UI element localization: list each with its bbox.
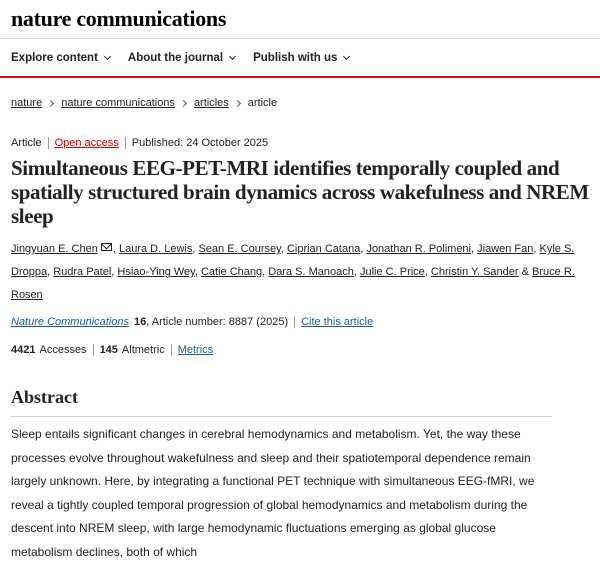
nav-about-journal-label: About the journal (127, 51, 224, 64)
article-number: , Article number: 8887 (2025) (146, 316, 289, 328)
author-link[interactable]: Rudra Patel (53, 266, 112, 278)
volume: 16 (134, 316, 147, 328)
author-link[interactable]: Catie Chang (200, 266, 263, 278)
divider (125, 137, 126, 149)
site-header (0, 0, 600, 38)
divider (171, 344, 172, 356)
divider (294, 316, 295, 328)
author-link[interactable]: Jiawen Fan (477, 243, 534, 255)
chevron-down-icon (229, 52, 236, 59)
author-list: Jingyuan E. Chen , Laura D. Lewis, Sean E. Coursey, Ciprian Catana, Jonathan R. Polimeni, Jiawen Fan, Kyle S. Droppa, Rudra Patel, Hsiao-Ying Wey, Catie Chang, Dara S. Manoach, Julie C. Price, Christin Y. Sander & Bruce R. Rosen (11, 243, 575, 301)
author-link[interactable]: Kyle S. Droppa (11, 243, 575, 278)
author-link[interactable]: Laura D. Lewis (118, 243, 193, 255)
author-link[interactable]: Julie C. Price (360, 266, 425, 278)
author-link[interactable]: Jonathan R. Polimeni (366, 243, 471, 255)
author-link[interactable]: Hsiao-Ying Wey (117, 266, 195, 278)
divider (48, 137, 49, 149)
breadcrumb-articles[interactable]: articles (193, 97, 229, 109)
altmetric-label: Altmetric (121, 344, 165, 356)
divider (93, 344, 94, 356)
citation-line (0, 315, 600, 329)
article-title: Simultaneous EEG-PET-MRI identifies temporally coupled and spatially structured brain dynamics across wakefulness and NREM sleep (11, 156, 589, 228)
main-nav (0, 38, 600, 78)
cite-article-link[interactable]: Cite this article (301, 316, 374, 328)
author-link[interactable]: Ciprian Catana (286, 243, 361, 255)
breadcrumb-nature[interactable]: nature (11, 97, 43, 109)
mail-icon[interactable] (101, 243, 112, 251)
abstract-divider (11, 416, 552, 417)
altmetric-count: 145 (99, 344, 118, 356)
site-logo[interactable]: nature communications (11, 6, 227, 31)
abstract-text: Sleep entails significant changes in cerebral hemodynamics and metabolism. Yet, the way these processes evolve throughout wakefulness and sleep and their spatiotemporal dependence remain largely unknown. Here, by integrating a functional PET technique with simultaneous EEG-fMRI, we reveal a tightly coupled temporal progression of global hemodynamics and metabolism during the descent into NREM sleep, with large hemodynamic fluctuations emerging as global glucose metabolism declines, both of which (11, 427, 535, 559)
abstract-heading: Abstract (11, 387, 78, 407)
chevron-right-icon (47, 99, 54, 106)
chevron-right-icon (180, 99, 187, 106)
nav-about-journal[interactable] (128, 52, 235, 64)
nav-explore-content[interactable] (11, 52, 110, 64)
accesses-count: 4421 (11, 344, 36, 356)
authors-conjunction: & (521, 266, 529, 278)
published-date: Published: 24 October 2025 (131, 137, 269, 149)
author-link[interactable]: Sean E. Coursey (198, 243, 281, 255)
metrics-bar (0, 343, 600, 357)
breadcrumb-current: article (247, 97, 278, 109)
metrics-link[interactable]: Metrics (177, 344, 214, 356)
author-link[interactable]: Jingyuan E. Chen (11, 243, 98, 255)
nav-explore-content-label: Explore content (11, 51, 98, 64)
author-link[interactable]: Dara S. Manoach (268, 266, 354, 278)
nav-publish-label: Publish with us (253, 51, 338, 64)
open-access-link[interactable]: Open access (54, 137, 119, 149)
author-link[interactable]: Bruce R. Rosen (11, 266, 575, 301)
chevron-down-icon (104, 52, 111, 59)
chevron-down-icon (343, 52, 350, 59)
author-link[interactable]: Christin Y. Sander (430, 266, 519, 278)
journal-link[interactable]: Nature Communications (11, 316, 129, 328)
nav-publish[interactable] (253, 52, 349, 64)
accesses-label: Accesses (39, 344, 87, 356)
breadcrumb (0, 96, 600, 110)
chevron-right-icon (234, 99, 241, 106)
breadcrumb-nature-communications[interactable]: nature communications (61, 97, 175, 109)
article-meta (0, 136, 600, 150)
article-type: Article (11, 137, 42, 149)
